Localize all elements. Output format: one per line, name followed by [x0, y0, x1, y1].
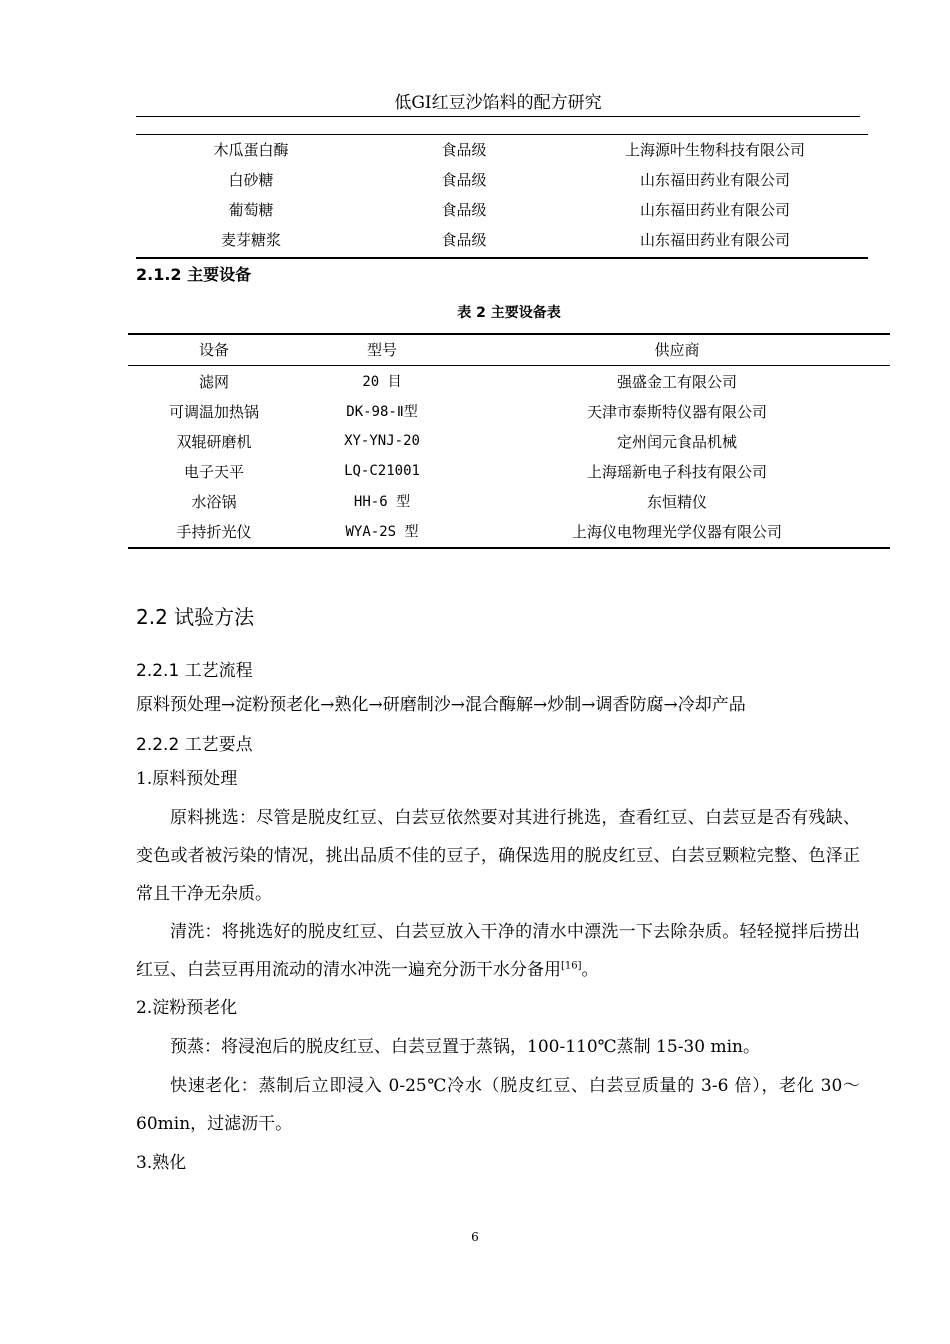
section-heading-2-1-2: 2.1.2 主要设备 — [136, 265, 252, 284]
section-heading-2-2-2: 2.2.2 工艺要点 — [136, 735, 253, 755]
table-bottom-rule — [128, 547, 890, 549]
list-item-heading: 3.熟化 — [136, 1153, 187, 1173]
paragraph-selection: 原料挑选：尽管是脱皮红豆、白芸豆依然要对其进行挑选，查看红豆、白芸豆是否有残缺、变色或者被污染的情况，挑出品质不佳的豆子，确保选用的脱皮红豆、白芸豆颗粒完整、色泽正常且干净无杂质。 — [136, 808, 860, 904]
table-cell: 白砂糖 — [228, 170, 274, 189]
table-row — [136, 164, 868, 194]
table-row — [128, 426, 890, 456]
table-bottom-rule — [136, 257, 868, 259]
table-row — [128, 456, 890, 486]
table-cell: 手持折光仪 — [176, 522, 252, 541]
materials-table — [136, 134, 868, 254]
table-cell: 食品级 — [441, 230, 487, 249]
table-cell: 山东福田药业有限公司 — [639, 170, 790, 189]
table-cell: 食品级 — [441, 200, 487, 219]
paragraph-aging: 快速老化：蒸制后立即浸入 0-25℃冷水（脱皮红豆、白芸豆质量的 3-6 倍），老化 30～60min，过滤沥干。 — [136, 1076, 860, 1134]
table-row — [128, 396, 890, 426]
table-cell: 山东福田药业有限公司 — [639, 200, 790, 219]
citation-ref: [16] — [561, 960, 582, 972]
table-row — [136, 194, 868, 224]
table-cell: 食品级 — [441, 170, 487, 189]
table-caption: 表 2 主要设备表 — [457, 305, 561, 321]
table-row — [128, 366, 890, 397]
table-cell: 电子天平 — [183, 462, 244, 481]
table-cell: 葡萄糖 — [228, 200, 274, 219]
table-row — [136, 134, 868, 164]
column-header: 型号 — [300, 333, 464, 366]
table-cell: 山东福田药业有限公司 — [639, 230, 790, 249]
table-cell: DK-98-Ⅱ型 — [346, 404, 418, 420]
table-cell: 东恒精仪 — [646, 492, 707, 511]
page-number: 6 — [471, 1230, 479, 1244]
table-cell: XY-YNJ-20 — [344, 433, 420, 449]
equipment-table — [128, 333, 890, 546]
table-cell: 天津市泰斯特仪器有限公司 — [586, 402, 767, 421]
section-heading-2-2-1: 2.2.1 工艺流程 — [136, 661, 253, 681]
table-cell: 双辊研磨机 — [176, 432, 252, 451]
list-item-heading: 2.淀粉预老化 — [136, 998, 238, 1018]
table-cell: 20 目 — [362, 374, 402, 390]
table-row — [136, 224, 868, 254]
list-item-heading: 1.原料预处理 — [136, 769, 238, 789]
table-cell: 上海瑶新电子科技有限公司 — [586, 462, 767, 481]
paragraph-text: 清洗：将挑选好的脱皮红豆、白芸豆放入干净的清水中漂洗一下去除杂质。轻轻搅拌后捞出红豆、白芸豆再用流动的清水冲洗一遍充分沥干水分备用 — [136, 922, 860, 980]
table-cell: WYA-2S 型 — [345, 524, 419, 540]
table-cell: 麦芽糖浆 — [220, 230, 281, 249]
table-cell: 上海源叶生物科技有限公司 — [624, 140, 805, 159]
process-flow: 原料预处理→淀粉预老化→熟化→研磨制沙→混合酶解→炒制→调香防腐→冷却产品 — [136, 695, 746, 715]
table-row — [128, 486, 890, 516]
table-cell: 定州闰元食品机械 — [616, 432, 737, 451]
table-cell: HH-6 型 — [353, 494, 411, 510]
running-header-title: 低GI红豆沙馅料的配方研究 — [394, 93, 602, 113]
materials-table-body — [136, 134, 868, 254]
table-cell: LQ-C21001 — [344, 463, 420, 479]
paragraph-presteam: 预蒸：将浸泡后的脱皮红豆、白芸豆置于蒸锅，100-110℃蒸制 15-30 min。 — [170, 1037, 760, 1057]
section-heading-2-2: 2.2 试验方法 — [136, 605, 255, 629]
paragraph-end: 。 — [581, 960, 599, 980]
table-cell: 水浴锅 — [191, 492, 237, 511]
table-cell: 木瓜蛋白酶 — [213, 140, 289, 159]
table-cell: 滤网 — [198, 372, 229, 391]
table-row — [128, 516, 890, 546]
table-cell: 强盛金工有限公司 — [616, 372, 737, 391]
paragraph-washing — [136, 913, 860, 989]
table-cell: 上海仪电物理光学仪器有限公司 — [571, 522, 782, 541]
column-header: 供应商 — [464, 333, 890, 366]
table-header-row — [128, 333, 890, 366]
table-cell: 食品级 — [441, 140, 487, 159]
header-rule — [136, 116, 860, 117]
table-cell: 可调温加热锅 — [168, 402, 259, 421]
equipment-table-body — [128, 333, 890, 546]
column-header: 设备 — [128, 333, 300, 366]
